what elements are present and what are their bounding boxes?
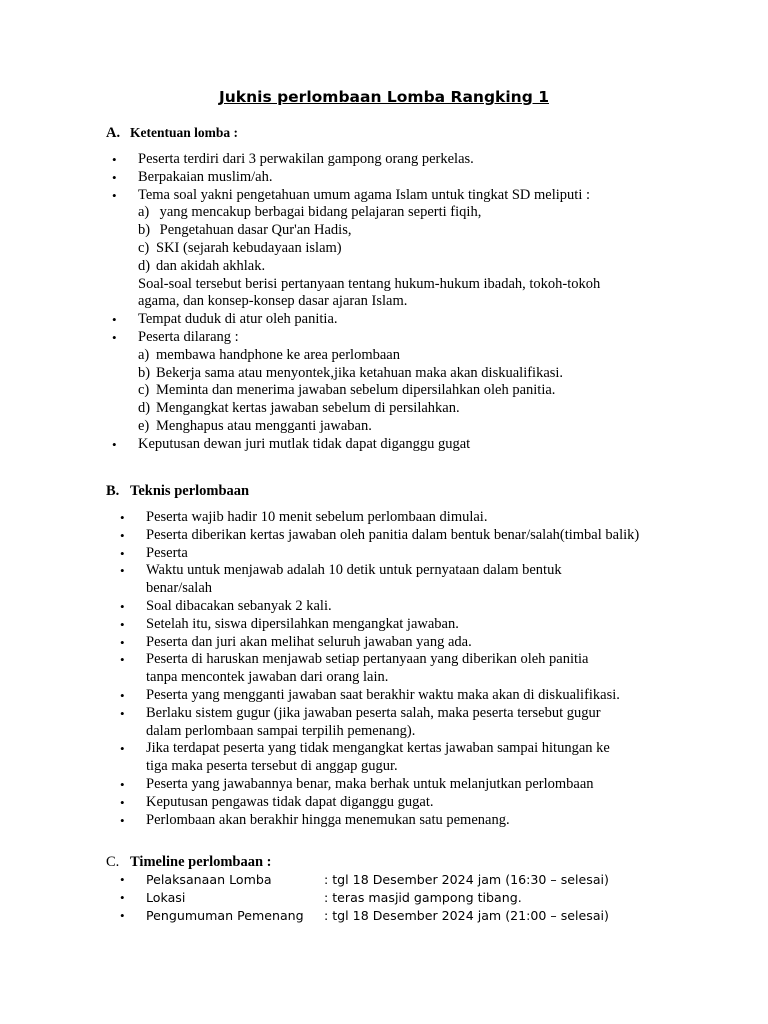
bullet-icon: • [120,510,125,525]
list-item: • Jika terdapat peserta yang tidak mengangkat kertas jawaban sampai hitungan ke tiga maka peserta tersebut di anggap gugur. [120,740,610,775]
timeline-item [120,871,680,889]
timeline-value: : teras masjid gampong tibang. [324,890,522,905]
timeline-item [120,907,680,925]
tema-sub-item: d) dan akidah akhlak. [138,257,266,274]
timeline-item [120,889,680,907]
bullet-icon: • [112,187,117,203]
dilarang-sub-item: d) Mengangkat kertas jawaban sebelum di persilahkan. [138,400,460,417]
tema-sub-item: a) yang mencakup berbagai bidang pelajaran seperti fiqih, [138,204,482,221]
section-a-letter: A. [106,125,121,141]
list-item: • Peserta diberikan kertas jawaban oleh panitia dalam bentuk benar/salah(timbal balik) [120,526,640,543]
timeline-label: Lokasi [146,890,186,905]
dilarang-sub-item: e) Menghapus atau mengganti jawaban. [138,417,372,434]
timeline-label: Pengumuman Pemenang [146,908,304,923]
list-item: • Tempat duduk di atur oleh panitia. [112,311,338,328]
bullet-icon: • [112,436,117,452]
section-b-title: Teknis perlombaan [130,483,250,499]
list-item: • Waktu untuk menjawab adalah 10 detik untuk pernyataan dalam bentuk benar/salah [120,562,562,597]
bullet-icon: • [120,908,125,923]
bullet-icon: • [120,687,125,703]
tema-sub-item: c) SKI (sejarah kebudayaan islam) [138,239,342,256]
list-item: • Perlombaan akan berakhir hingga menemukan satu pemenang. [120,811,510,828]
section-a-list [112,151,672,454]
bullet-icon: • [112,329,117,345]
section-c-title: Timeline perlombaan : [130,854,272,870]
bullet-icon: • [120,812,125,828]
list-item: • Keputusan dewan juri mutlak tidak dapat diganggu gugat [112,435,471,452]
bullet-icon: • [120,652,125,668]
bullet-icon: • [120,890,125,905]
list-item: • Peserta terdiri dari 3 perwakilan gampong orang perkelas. [112,151,474,167]
bullet-icon: • [120,634,125,650]
list-item: • Peserta dilarang : a) membawa handphone ke area perlombaan b) Bekerja sama atau menyontek,jika ketahuan maka akan diskualifikasi. c) Meminta dan menerima jawaban sebelum dipersilahkan oleh panitia. d) Mengangkat kertas jawaban sebelum di persilahkan. e) Menghapus atau mengganti jawaban. [112,329,672,436]
bullet-icon: • [120,616,125,632]
section-b-list [120,509,680,829]
section-a-heading [106,124,238,142]
tema-note: Soal-soal tersebut berisi pertanyaan tentang hukum-hukum ibadah, tokoh-tokoh [138,275,601,292]
section-b-heading [106,482,249,500]
dilarang-sub-item: c) Meminta dan menerima jawaban sebelum dipersilahkan oleh panitia. [138,382,556,399]
list-item: • Soal dibacakan sebanyak 2 kali. [120,597,332,614]
bullet-icon: • [120,872,125,887]
bullet-icon: • [120,741,125,757]
list-item: • Peserta yang jawabannya benar, maka berhak untuk melanjutkan perlombaan [120,775,594,792]
bullet-icon: • [120,545,125,561]
section-c-heading [106,853,272,871]
bullet-icon: • [120,776,125,792]
timeline-value: : tgl 18 Desember 2024 jam (16:30 – selesai) [324,872,609,887]
timeline-label: Pelaksanaan Lomba [146,872,272,887]
list-item: • Keputusan pengawas tidak dapat diganggu gugat. [120,793,434,810]
bullet-icon: • [120,563,125,579]
list-item: • Peserta [120,544,188,561]
list-item: • Peserta dan juri akan melihat seluruh jawaban yang ada. [120,633,472,650]
list-item: • Peserta di haruskan menjawab setiap pertanyaan yang diberikan oleh panitia tanpa mencontek jawaban dari orang lain. [120,651,589,686]
dilarang-sub-item: b) Bekerja sama atau menyontek,jika ketahuan maka akan diskualifikasi. [138,364,564,381]
bullet-icon: • [112,152,117,167]
section-b-letter: B. [106,483,120,499]
tema-note: agama, dan konsep-konsep dasar ajaran Islam. [138,293,408,310]
page-title: Juknis perlombaan Lomba Rangking 1 [219,88,549,106]
timeline-value: : tgl 18 Desember 2024 jam (21:00 – selesai) [324,908,609,923]
list-item: • Peserta wajib hadir 10 menit sebelum perlombaan dimulai. [120,509,488,525]
bullet-icon: • [112,312,117,328]
list-item: • Berpakaian muslim/ah. [112,168,273,185]
bullet-icon: • [120,527,125,543]
section-c-list [120,871,680,925]
bullet-icon: • [120,705,125,721]
dilarang-sub-item: a) membawa handphone ke area perlombaan [138,346,400,363]
list-item: • Tema soal yakni pengetahuan umum agama Islam untuk tingkat SD meliputi : a) yang mencakup berbagai bidang pelajaran seperti fiqih, b) Pengetahuan dasar Qur'an Hadis, c) SKI (sejarah kebudayaan islam) d) dan akidah akhlak. Soal-soal tersebut berisi pertanyaan tentang hukum-hukum ibadah, tokoh-tokoh agama, dan konsep-konsep dasar ajaran Islam. [112,187,672,312]
section-c-letter: C. [106,854,120,870]
bullet-icon: • [120,598,125,614]
list-item: • Berlaku sistem gugur (jika jawaban peserta salah, maka peserta tersebut gugur dalam perlombaan sampai terpilih pemenang). [120,704,601,739]
section-a-title: Ketentuan lomba : [130,125,238,140]
list-item: • Peserta yang mengganti jawaban saat berakhir waktu maka akan di diskualifikasi. [120,686,620,703]
list-item: • Setelah itu, siswa dipersilahkan mengangkat jawaban. [120,615,459,632]
tema-sub-item: b) Pengetahuan dasar Qur'an Hadis, [138,222,352,239]
bullet-icon: • [112,169,117,185]
bullet-icon: • [120,794,125,810]
